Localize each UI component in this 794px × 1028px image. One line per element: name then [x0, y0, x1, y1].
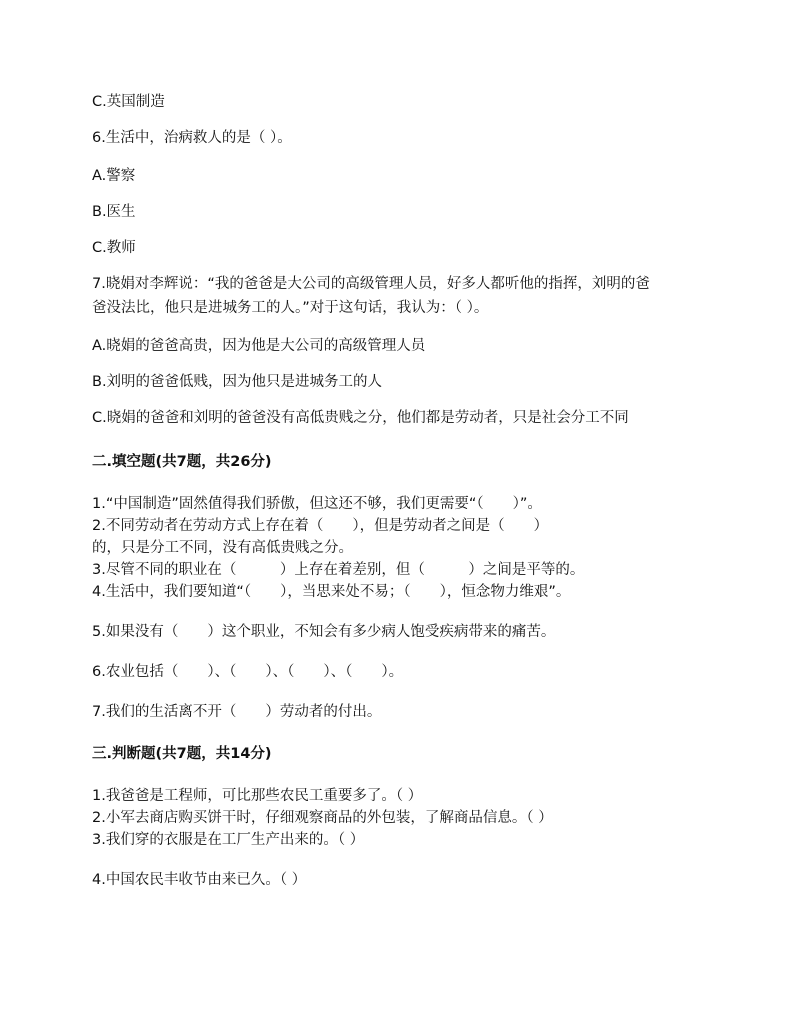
question-7-option-c: C.晓娟的爸爸和刘明的爸爸没有高低贵贱之分，他们都是劳动者，只是社会分工不同 — [92, 410, 629, 426]
question-7-option-b: B.刘明的爸爸低贱，因为他只是进城务工的人 — [92, 374, 383, 390]
section-3-title: 三.判断题(共7题，共14分) — [92, 746, 272, 762]
question-6-stem: 6.生活中，治病救人的是（ ）。 — [92, 130, 292, 146]
fill-blank-4: 4.生活中，我们要知道“（ ），当思来处不易；（ ），恒念物力维艰”。 — [92, 584, 571, 600]
judge-1: 1.我爸爸是工程师，可比那些农民工重要多了。（ ） — [92, 788, 423, 804]
fill-blank-7: 7.我们的生活离不开（ ）劳动者的付出。 — [92, 704, 382, 720]
option-c-prev: C.英国制造 — [92, 94, 165, 110]
question-6-option-b: B.医生 — [92, 204, 136, 220]
question-7-option-a: A.晓娟的爸爸高贵，因为他是大公司的高级管理人员 — [92, 338, 426, 354]
question-7-stem-line2: 爸没法比，他只是进城务工的人。”对于这句话，我认为：（ ）。 — [92, 300, 489, 316]
fill-blank-2-cont: 的，只是分工不同，没有高低贵贱之分。 — [92, 540, 353, 556]
question-6-option-c: C.教师 — [92, 240, 136, 256]
fill-blank-3: 3.尽管不同的职业在（ ）上存在着差别，但（ ）之间是平等的。 — [92, 562, 585, 578]
fill-blank-1: 1.“中国制造”固然值得我们骄傲，但这还不够，我们更需要“（ ）”。 — [92, 496, 542, 512]
question-6-option-a: A.警察 — [92, 168, 136, 184]
fill-blank-6: 6.农业包括（ ）、（ ）、（ ）、（ ）。 — [92, 664, 404, 680]
judge-4: 4.中国农民丰收节由来已久。（ ） — [92, 872, 307, 888]
judge-3: 3.我们穿的衣服是在工厂生产出来的。（ ） — [92, 832, 365, 848]
question-7-stem-line1: 7.晓娟对李辉说：“我的爸爸是大公司的高级管理人员，好多人都听他的指挥，刘明的爸 — [92, 276, 650, 292]
judge-2: 2.小军去商店购买饼干时，仔细观察商品的外包装，了解商品信息。（ ） — [92, 810, 553, 826]
fill-blank-2: 2.不同劳动者在劳动方式上存在着（ ），但是劳动者之间是（ ） — [92, 518, 549, 534]
fill-blank-5: 5.如果没有（ ）这个职业，不知会有多少病人饱受疾病带来的痛苦。 — [92, 624, 556, 640]
section-2-title: 二.填空题(共7题，共26分) — [92, 454, 272, 470]
